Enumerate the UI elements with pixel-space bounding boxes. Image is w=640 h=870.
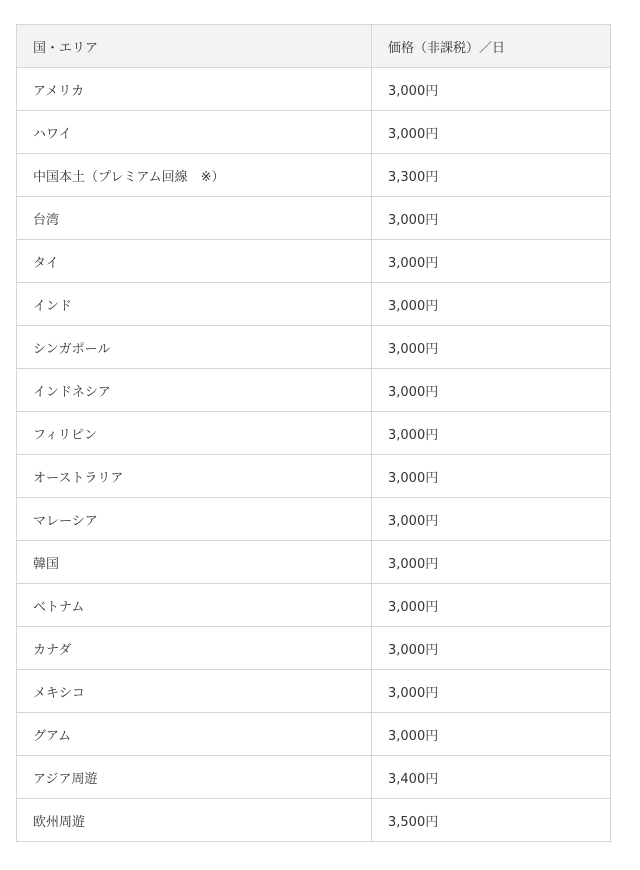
area-cell: インド [17,283,372,326]
area-cell: カナダ [17,627,372,670]
table-row [17,154,611,197]
table-row [17,670,611,713]
table-row [17,326,611,369]
area-cell: オーストラリア [17,455,372,498]
area-cell: ベトナム [17,584,372,627]
table-row [17,283,611,326]
price-cell: 3,000円 [372,412,611,455]
price-cell: 3,000円 [372,197,611,240]
price-cell: 3,000円 [372,111,611,154]
table-row [17,455,611,498]
table-row [17,197,611,240]
table-row [17,756,611,799]
price-cell: 3,000円 [372,326,611,369]
header-row [17,25,611,68]
table-row [17,369,611,412]
area-cell: 中国本土（プレミアム回線 ※） [17,154,372,197]
table-row [17,713,611,756]
price-cell: 3,000円 [372,584,611,627]
price-cell: 3,500円 [372,799,611,842]
header-area: 国・エリア [17,25,372,68]
price-cell: 3,000円 [372,713,611,756]
area-cell: 韓国 [17,541,372,584]
area-cell: シンガポール [17,326,372,369]
area-cell: アジア周遊 [17,756,372,799]
table-row [17,627,611,670]
area-cell: 台湾 [17,197,372,240]
table-header [17,25,611,68]
price-cell: 3,300円 [372,154,611,197]
price-cell: 3,000円 [372,498,611,541]
table-row [17,799,611,842]
area-cell: ハワイ [17,111,372,154]
table-row [17,68,611,111]
area-cell: フィリピン [17,412,372,455]
price-cell: 3,000円 [372,68,611,111]
price-cell: 3,000円 [372,283,611,326]
area-cell: インドネシア [17,369,372,412]
price-cell: 3,000円 [372,670,611,713]
price-cell: 3,000円 [372,541,611,584]
price-cell: 3,000円 [372,455,611,498]
area-cell: グアム [17,713,372,756]
table-row [17,240,611,283]
price-table [16,24,611,842]
table-row [17,111,611,154]
table-row [17,412,611,455]
table-row [17,498,611,541]
area-cell: アメリカ [17,68,372,111]
area-cell: メキシコ [17,670,372,713]
table-body [17,68,611,842]
price-cell: 3,000円 [372,627,611,670]
header-price: 価格（非課税）／日 [372,25,611,68]
price-cell: 3,000円 [372,369,611,412]
price-cell: 3,000円 [372,240,611,283]
table-row [17,584,611,627]
price-cell: 3,400円 [372,756,611,799]
area-cell: マレーシア [17,498,372,541]
area-cell: タイ [17,240,372,283]
area-cell: 欧州周遊 [17,799,372,842]
table-row [17,541,611,584]
